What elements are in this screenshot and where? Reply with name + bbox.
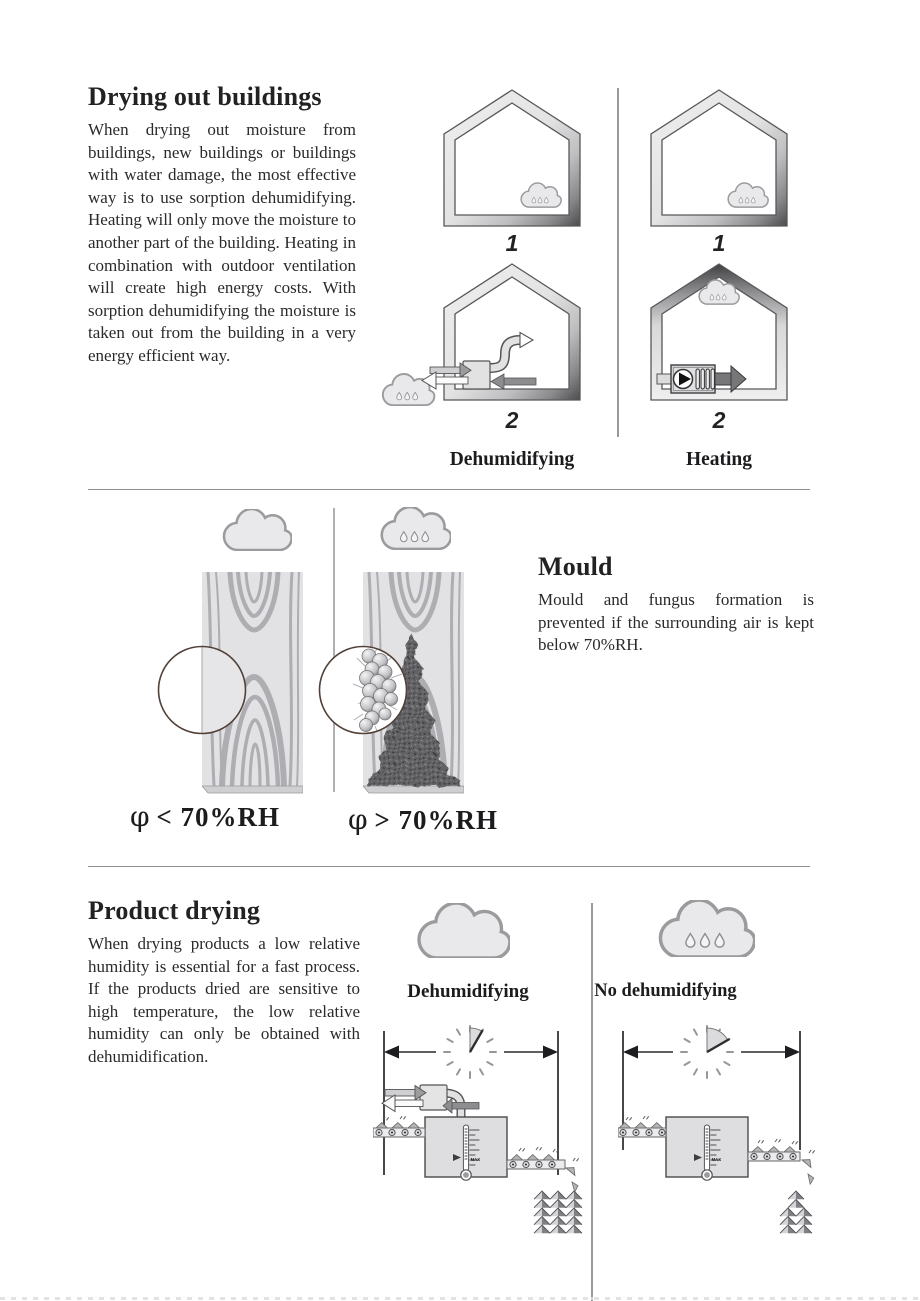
mould-section-body: Mould and fungus formation is prevented if the surrounding air is kept below 70%RH. bbox=[538, 590, 814, 655]
drying-time-clock-icon bbox=[681, 1026, 733, 1078]
conveyor-out bbox=[748, 1139, 815, 1184]
house-dehumidifier-diagram-step2 bbox=[372, 262, 584, 406]
column-divider bbox=[591, 903, 593, 1301]
dried-product-piles bbox=[780, 1191, 812, 1233]
section-divider bbox=[88, 489, 810, 490]
step-number: 1 bbox=[712, 230, 726, 256]
house-icon bbox=[651, 90, 787, 226]
conveyor-in bbox=[373, 1116, 425, 1137]
step-number: 1 bbox=[505, 230, 519, 256]
rain-cloud-icon bbox=[655, 900, 755, 957]
thermometer-max-label: MAX bbox=[470, 1157, 481, 1162]
phi-symbol: φ bbox=[348, 803, 368, 836]
dehumidifying-label: Dehumidifying bbox=[407, 981, 529, 1002]
mould-section-title: Mould bbox=[538, 552, 613, 581]
thermometer-max-label: MAX bbox=[711, 1157, 722, 1162]
column-divider bbox=[617, 88, 619, 437]
phi-symbol: φ bbox=[130, 800, 150, 833]
magnifier-circle-mould-spores bbox=[317, 644, 409, 736]
step-number: 2 bbox=[712, 407, 726, 433]
dry-cloud-icon bbox=[414, 903, 510, 958]
house-moisture-diagram-dehumidifying-step1 bbox=[442, 88, 582, 229]
product-section-body: When drying products a low relative humidity is essential for a fast process. If the products dried are sensitive to high temperature, the low relative humidity can only be obtained with dehumidification. bbox=[88, 934, 360, 1066]
page-scan-edge bbox=[0, 1297, 920, 1300]
dehumidifier-icon bbox=[422, 333, 536, 390]
dried-product-piles bbox=[534, 1191, 582, 1233]
heater-fan-icon bbox=[657, 365, 746, 393]
magnifier-circle-clean bbox=[156, 644, 248, 736]
section-divider bbox=[88, 866, 810, 867]
product-dryer-dehumidified-diagram bbox=[373, 1025, 585, 1240]
house-heater-diagram-step2 bbox=[649, 262, 789, 406]
product-section-title: Product drying bbox=[88, 896, 261, 925]
humidity-above-label: φ > 70%RH bbox=[348, 803, 498, 836]
step-number: 2 bbox=[505, 407, 519, 433]
dry-cloud-icon bbox=[220, 509, 292, 551]
drying-section-title: Drying out buildings bbox=[88, 82, 322, 111]
conveyor-in bbox=[618, 1116, 666, 1137]
no-dehumidifying-label: No dehumidifying bbox=[594, 981, 737, 1001]
drying-section-body: When drying out moisture from buildings, new buildings or buildings with water damage, the most effective way is to use sorption dehumidifying. Heating will only move the moisture to another part of the building. Heating in combination with outdoor ventilation will create high energy costs. With sorption dehumidifying the moisture is taken out from the building in a very energy efficient way. bbox=[88, 120, 356, 365]
conveyor-out bbox=[507, 1147, 579, 1192]
product-dryer-no-dehumidifier-diagram bbox=[618, 1025, 818, 1245]
drying-time-clock-icon bbox=[444, 1026, 496, 1078]
house-moisture-diagram-heating-step1 bbox=[649, 88, 789, 229]
humidity-below-label: φ < 70%RH bbox=[130, 800, 280, 833]
rain-cloud-icon bbox=[378, 507, 451, 550]
heating-label: Heating bbox=[685, 449, 753, 470]
dehumidifying-label: Dehumidifying bbox=[449, 449, 575, 470]
house-icon bbox=[444, 90, 580, 226]
